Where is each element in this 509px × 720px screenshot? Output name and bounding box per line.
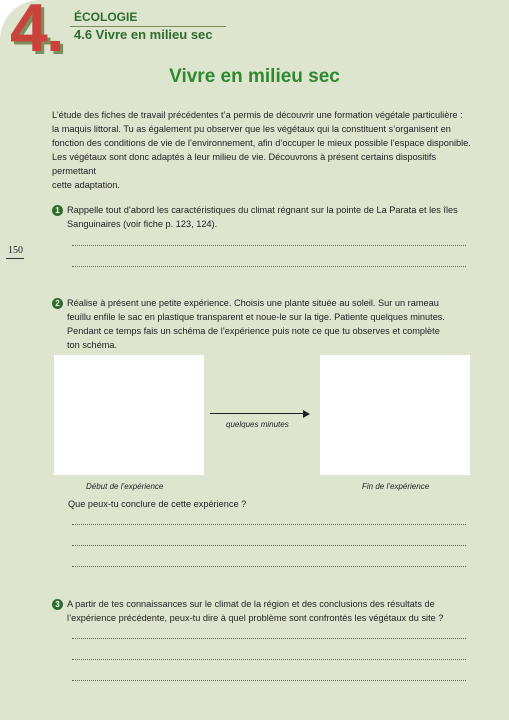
- arrow-right-icon: [303, 410, 310, 418]
- answer-line[interactable]: [72, 523, 466, 525]
- question-3-number: 3: [52, 599, 63, 610]
- arrow-shaft: [210, 413, 304, 414]
- answer-line[interactable]: [72, 637, 466, 639]
- page-title: Vivre en milieu sec: [169, 66, 340, 87]
- intro-line: L’étude des fiches de travail précédentes t’a permis de découvrir une formation végétale particulière :: [52, 110, 463, 120]
- arrow-label: quelques minutes: [226, 420, 289, 429]
- intro-line: fonction des conditions de vie de l’environnement, afin d’occuper le mieux possible l’espace disponible.: [52, 138, 471, 148]
- question-1-line: 1 Rappelle tout d’abord les caractéristiques du climat régnant sur la pointe de La Parata et les îles: [52, 203, 492, 217]
- question-2-line: ton schéma.: [67, 340, 118, 350]
- chapter-number: 4.: [10, 0, 63, 66]
- intro-paragraph: [52, 108, 482, 192]
- page-number: 150: [8, 245, 23, 256]
- question-1-line: Sanguinaires (voir fiche p. 123, 124).: [67, 219, 218, 229]
- answer-line[interactable]: [72, 265, 466, 267]
- page-number-underline: [6, 258, 24, 259]
- start-label: Début de l’expérience: [86, 482, 164, 491]
- question-2-line: Pendant ce temps fais un schéma de l’expérience puis note ce que tu observes et complète: [67, 326, 440, 336]
- answer-line[interactable]: [72, 244, 466, 246]
- answer-line[interactable]: [72, 544, 466, 546]
- question-1: [52, 203, 492, 231]
- answer-line[interactable]: [72, 658, 466, 660]
- followup-question: Que peux-tu conclure de cette expérience ?: [68, 499, 247, 509]
- question-2-line: feuillu enfile le sac en plastique transparent et noue-le sur la tige. Patiente quelques minutes.: [67, 312, 445, 322]
- answer-line[interactable]: [72, 679, 466, 681]
- drawing-box-end[interactable]: [320, 355, 470, 475]
- end-label: Fin de l’expérience: [362, 482, 430, 491]
- question-1-number: 1: [52, 205, 63, 216]
- section-heading: 4.6 Vivre en milieu sec: [74, 27, 213, 42]
- intro-line: la maquis littoral. Tu as également pu observer que les végétaux qui la constituent s’organisent en: [52, 124, 451, 134]
- question-3-line: l’expérience précédente, peux-tu dire à quel problème sont confrontés les végétaux du site ?: [67, 613, 444, 623]
- question-3-line: 3 A partir de tes connaissances sur le climat de la région et des conclusions des résultats de: [52, 597, 492, 611]
- drawing-box-start[interactable]: [54, 355, 204, 475]
- question-2-line: 2 Réalise à présent une petite expérience. Choisis une plante située au soleil. Sur un rameau: [52, 296, 492, 310]
- intro-line: cette adaptation.: [52, 180, 120, 190]
- intro-line: Les végétaux sont donc adaptés à leur milieu de vie. Découvrons à présent certains dispositifs permettant: [52, 152, 437, 176]
- question-2-number: 2: [52, 298, 63, 309]
- question-2: [52, 296, 492, 352]
- chapter-category: ÉCOLOGIE: [74, 10, 138, 24]
- answer-line[interactable]: [72, 565, 466, 567]
- question-3: [52, 597, 492, 625]
